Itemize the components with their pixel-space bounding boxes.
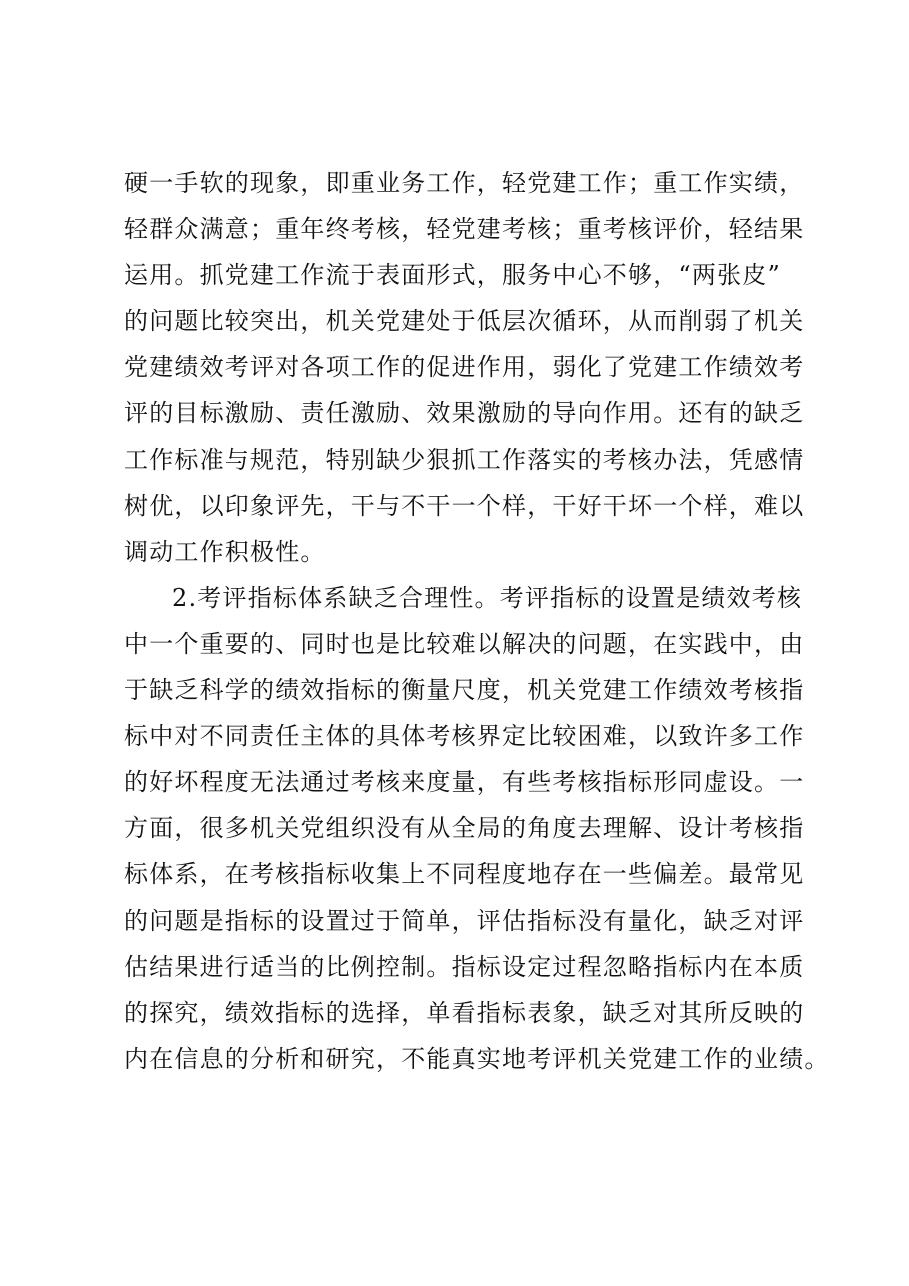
text-line: 中一个重要的、同时也是比较难以解决的问题，在实践中，由	[124, 629, 805, 658]
text-line: 方面，很多机关党组织没有从全局的角度去理解、设计考核指	[124, 814, 805, 843]
text-line: 标中对不同责任主体的具体考核界定比较困难，以致许多工作	[124, 722, 805, 751]
text-line: 硬一手软的现象，即重业务工作，轻党建工作；重工作实绩，	[124, 169, 805, 197]
text-line: 内在信息的分析和研究，不能真实地考评机关党建工作的业绩。	[124, 1044, 830, 1073]
text-line: 估结果进行适当的比例控制。指标设定过程忽略指标内在本质	[124, 952, 805, 981]
text-line: 运用。抓党建工作流于表面形式，服务中心不够，“两张皮”	[124, 261, 781, 290]
text-line: 评的目标激励、责任激励、效果激励的导向作用。还有的缺乏	[124, 399, 805, 428]
text-line: 的探究，绩效指标的选择，单看指标表象，缺乏对其所反映的	[124, 998, 805, 1027]
text-line: 树优，以印象评先，干与不干一个样，干好干坏一个样，难以	[124, 491, 805, 520]
text-line: 党建绩效考评对各项工作的促进作用，弱化了党建工作绩效考	[124, 353, 805, 382]
paragraph-2	[124, 575, 830, 1082]
text-line: 调动工作积极性。	[124, 537, 326, 566]
paragraph-continuation	[124, 160, 824, 575]
document-body	[124, 160, 830, 1082]
text-line: 的好坏程度无法通过考核来度量，有些考核指标形同虚设。一	[124, 768, 805, 797]
text-line: 的问题是指标的设置过于简单，评估指标没有量化，缺乏对评	[124, 906, 805, 935]
text-line: 标体系，在考核指标收集上不同程度地存在一些偏差。最常见	[124, 860, 805, 889]
text-line: 于缺乏科学的绩效指标的衡量尺度，机关党建工作绩效考核指	[124, 676, 805, 705]
text-line: 工作标准与规范，特别缺少狠抓工作落实的考核办法，凭感情	[124, 445, 805, 474]
text-line: 轻群众满意；重年终考核，轻党建考核；重考核评价，轻结果	[124, 215, 805, 244]
text-line-indented: 2.考评指标体系缺乏合理性。考评指标的设置是绩效考核	[172, 583, 803, 612]
text-line: 的问题比较突出，机关党建处于低层次循环，从而削弱了机关	[124, 307, 805, 336]
